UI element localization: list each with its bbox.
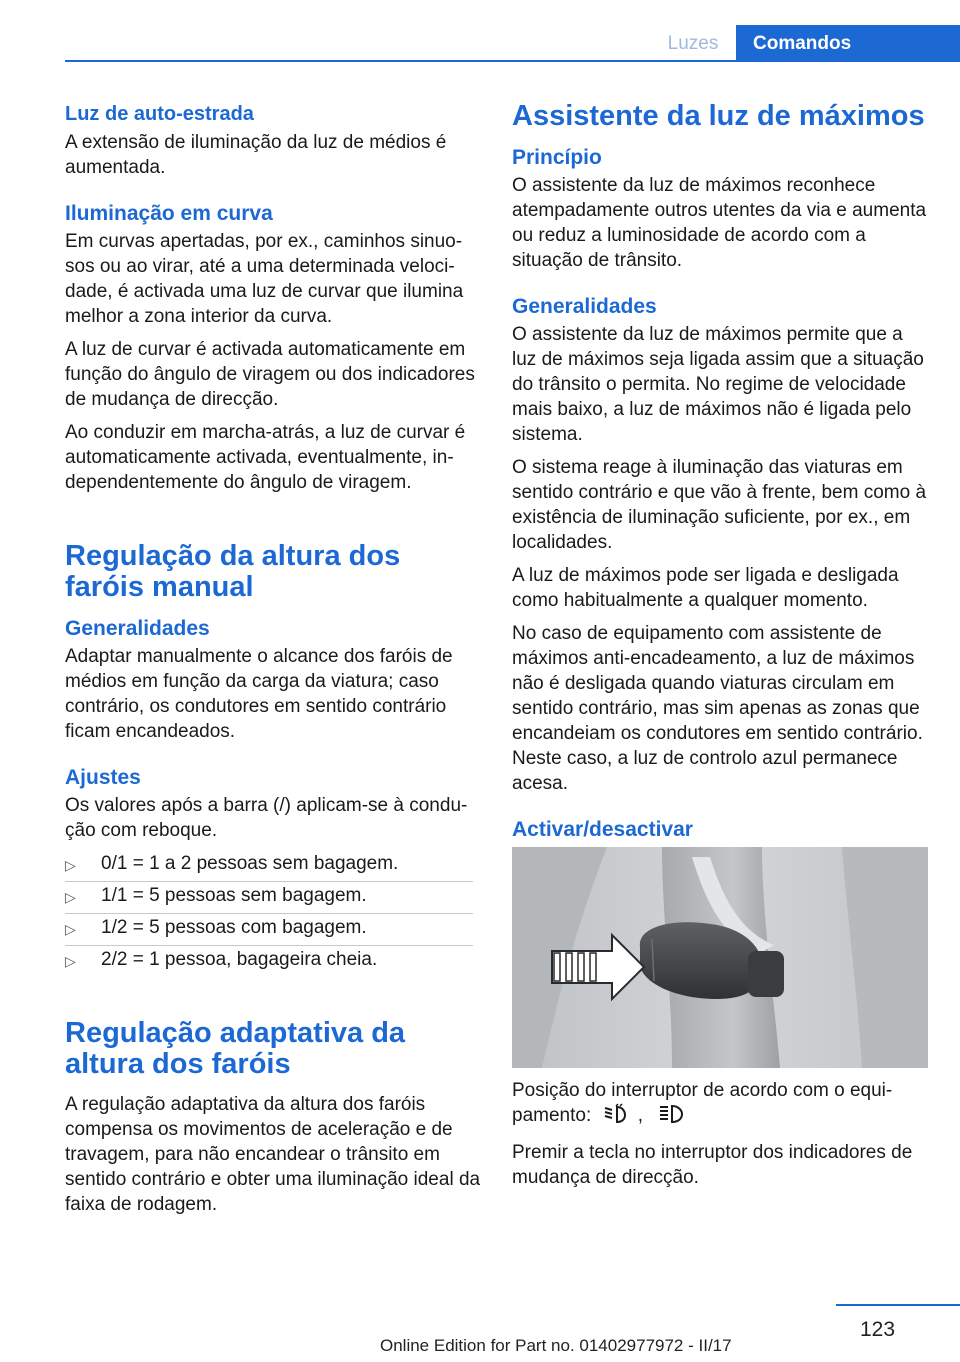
stalk-drawing (512, 847, 928, 1068)
heading-ajustes: Ajustes (65, 766, 141, 789)
list-item (65, 883, 485, 908)
paragraph-posicao (512, 1078, 930, 1132)
heading-activar-desactivar: Activar/desactivar (512, 818, 693, 841)
footer-rule (836, 1304, 960, 1306)
edition-note: Online Edition for Part no. 01402977972 - II/17 (380, 1336, 732, 1355)
section-tab-luzes[interactable]: Luzes (667, 32, 719, 54)
list-item-text: 0/1 = 1 a 2 pessoas sem bagagem. (101, 853, 399, 874)
heading-regulacao-adaptativa: Regulação adaptativa da altura dos faróis (65, 1017, 406, 1080)
list-item-text: 2/2 = 1 pessoa, bagageira cheia. (101, 949, 378, 970)
heading-iluminacao-curva: Iluminação em curva (65, 202, 273, 225)
right-column (512, 101, 930, 1198)
ajustes-list (65, 851, 485, 972)
heading-assistente-maximos: Assistente da luz de máximos (512, 100, 925, 132)
posicao-text: Posição do interruptor de acordo com o equipamento: (512, 1080, 893, 1126)
icon-separator: , (637, 1105, 644, 1126)
paragraph-curva-1: Em curvas apertadas, por ex., caminhos sinuosos ou ao virar, até a uma determinada velocidade, é activada uma luz de curvar que ilumina melhor a zona interior da curva. (65, 231, 464, 327)
paragraph-generalidades-left: Adaptar manualmente o alcance dos faróis de médios em função da carga da viatura; caso contrário, os condutores em sentido contrário ficam encandeados. (65, 646, 453, 742)
paragraph-generalidades-2: O sistema reage à iluminação das viaturas em sentido contrário e que vão à frente, bem como à existência de iluminação suficiente, por ex., em localidades. (512, 457, 927, 553)
list-item (65, 947, 485, 972)
high-beam-assist-icon (603, 1103, 627, 1132)
list-divider (65, 945, 473, 946)
paragraph-generalidades-1: O assistente da luz de máximos permite que a luz de máximos seja ligada assim que a situação do trânsito o permita. No regime de velocidade mais baixo, a luz de máximos não é ligada pelo sistema. (512, 324, 924, 445)
heading-generalidades-left: Generalidades (65, 617, 210, 640)
triangle-bullet-icon: ▷ (65, 921, 76, 937)
high-beam-icon (658, 1103, 684, 1132)
paragraph-generalidades-3: A luz de máximos pode ser ligada e desligada como habitualmente a qualquer momento. (512, 565, 899, 611)
list-item-text: 1/2 = 5 pessoas com bagagem. (101, 917, 367, 938)
heading-luz-auto-estrada: Luz de auto-estrada (65, 103, 254, 125)
turn-signal-stalk-illustration (512, 847, 928, 1068)
list-item-text: 1/1 = 5 pessoas sem bagagem. (101, 885, 367, 906)
paragraph-ajustes: Os valores após a barra (/) aplicam-se à condução com reboque. (65, 795, 468, 841)
header-rule (65, 60, 960, 62)
chapter-tab-comandos[interactable]: Comandos (736, 25, 960, 62)
triangle-bullet-icon: ▷ (65, 857, 76, 873)
list-item (65, 915, 485, 940)
paragraph-adaptativa: A regulação adaptativa da altura dos faróis compensa os movimentos de aceleração e de travagem, para não encandear o trânsito em sentido contrário e obter uma iluminação ideal da faixa de rodagem. (65, 1094, 481, 1215)
left-column (65, 101, 485, 1225)
paragraph-luz-auto-estrada: A extensão de iluminação da luz de médios é aumentada. (65, 132, 447, 178)
triangle-bullet-icon: ▷ (65, 953, 76, 969)
paragraph-curva-3: Ao conduzir em marcha-atrás, a luz de curvar é automaticamente activada, eventualmente, independentemente do ângulo de viragem. (65, 422, 466, 493)
list-divider (65, 881, 473, 882)
page-number: 123 (860, 1318, 896, 1341)
paragraph-premir: Premir a tecla no interruptor dos indicadores de mudança de direcção. (512, 1142, 913, 1188)
heading-regulacao-manual: Regulação da altura dos faróis manual (65, 540, 401, 603)
paragraph-generalidades-4: No caso de equipamento com assistente de máximos anti-encadeamento, a luz de máximos não é desligada quando viaturas circulam em sentido contrário, mas sim apenas as zonas que encandeiam os condutores em sentido contrário. Neste caso, a luz de controlo azul permanece acesa. (512, 623, 923, 794)
triangle-bullet-icon: ▷ (65, 889, 76, 905)
heading-principio: Princípio (512, 146, 602, 169)
heading-generalidades-right: Generalidades (512, 295, 657, 318)
paragraph-curva-2: A luz de curvar é activada automaticamente em função do ângulo de viragem ou dos indicadores de mudança de direcção. (65, 339, 475, 410)
list-divider (65, 913, 473, 914)
list-item (65, 851, 485, 876)
paragraph-principio: O assistente da luz de máximos reconhece atempadamente outros utentes da via e aumenta ou reduz a luminosidade de acordo com a situação de trânsito. (512, 175, 927, 271)
